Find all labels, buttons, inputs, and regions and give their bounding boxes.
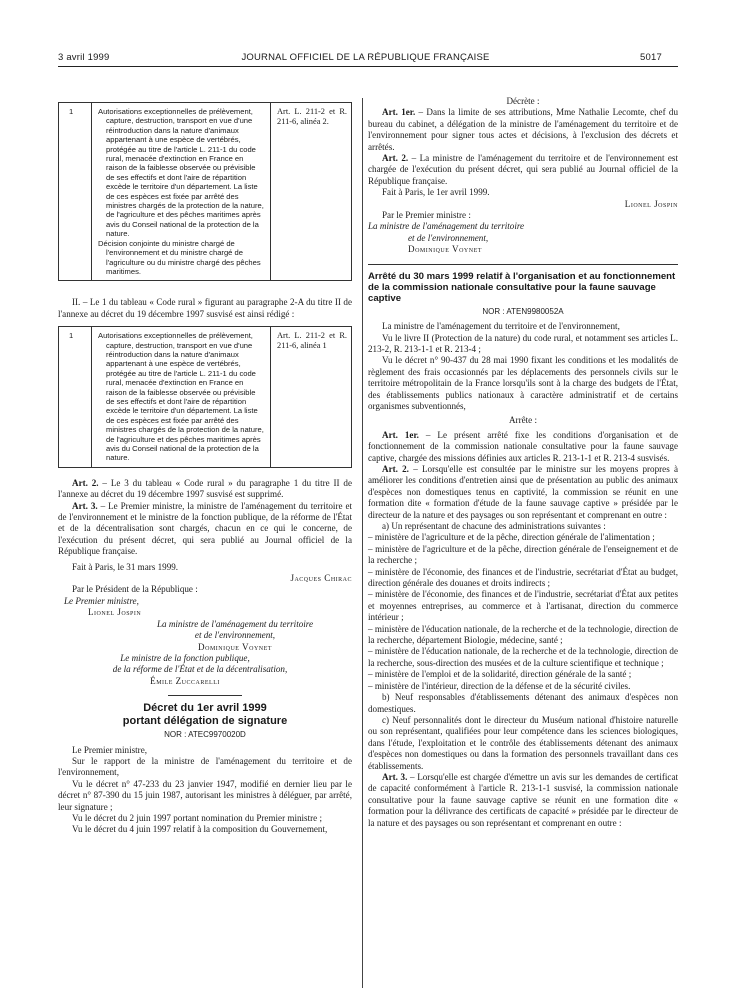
paragraph: Vu le décret n° 90-437 du 28 mai 1990 fixant les conditions et les modalités de règlement des frais occasionnés par les déplacements des personnels civils sur le territoire métropolitain de la France lorsqu'ils sont à la charge des budgets de l'État, des établissements publics nationaux à caractère administratif et de certains organismes subventionnés, <box>368 355 678 411</box>
table-row-number: 1 <box>69 107 74 116</box>
paragraph: b) Neuf responsables d'établissements détenant des animaux d'espèces non domestiques. <box>368 692 678 714</box>
list-item: – ministère de l'économie, des finances et de l'industrie, secrétariat d'État au budget, direction générale des douanes et droits indirects ; <box>368 566 678 589</box>
fait-a-paris: Fait à Paris, le 1er avril 1999. <box>382 187 490 198</box>
list-item: – ministère de l'éducation nationale, de la recherche et de la technologie, direction de la recherche, sous-direction des musées et de la culture scientifique et technique ; <box>368 646 678 668</box>
list-item: – ministère de l'agriculture et de la pêche, direction générale de l'enseignement et de la recherche ; <box>368 543 678 566</box>
table-text: Autorisations exceptionnelles de prélèvement, capture, destruction, transport en vue d'une réintroduction dans la nature d'animaux appartenant à une espèce de vertébrés, protégée au titre de l'article L. 211-1 du code rural, menacée d'extinction en France en raison de la faiblesse observée ou prévisible de ses effectifs et dont l'aire de répartition excède le territoire d'un département. La liste de ces espèces est fixée par arrêté des ministres chargés de la protection de la nature, de l'agriculture et des pêches maritimes après avis du Conseil national de la protection de la nature. <box>98 107 264 239</box>
header-page-number: 5017 <box>640 52 662 63</box>
article-1 <box>368 430 678 464</box>
table-cell-text <box>91 103 271 280</box>
signature-title: de la réforme de l'État et de la décentralisation, <box>112 664 288 675</box>
left-column <box>58 92 352 836</box>
article-2 <box>58 478 352 501</box>
arrete-nor: NOR : ATEN9980052A <box>482 306 564 316</box>
header-date: 3 avril 1999 <box>58 52 110 63</box>
divider <box>168 695 242 696</box>
list-item: – ministère de l'éducation nationale, de la recherche et de la technologie, direction de la recherche, département Biologie, médecine, santé ; <box>368 623 678 646</box>
signature-name: Émile Zuccarelli <box>150 675 220 686</box>
header-rule <box>58 66 678 67</box>
article-label: Art. 2. <box>72 477 99 488</box>
signature-title: Le Premier ministre, <box>64 595 139 606</box>
article-2 <box>368 464 678 521</box>
article-3 <box>368 772 678 829</box>
table-article: Art. L. 211-2 et R. 211-6, alinéa 2. <box>277 107 347 126</box>
decrete-heading: Décrète : <box>506 96 540 106</box>
signature-title: Le ministre de la fonction publique, <box>120 652 250 663</box>
signature-title: et de l'environnement, <box>194 630 276 641</box>
article-text: – Le 3 du tableau « Code rural » du paragraphe 1 du titre II de l'annexe au décret du 19 décembre 1997 susvisé est supprimé. <box>58 477 352 500</box>
article-1 <box>368 107 678 153</box>
signature-title: La ministre de l'aménagement du territoire <box>156 618 314 629</box>
article-label: Art. 3. <box>382 771 408 782</box>
signature-name: Jacques Chirac <box>290 573 352 584</box>
paragraph: Vu le livre II (Protection de la nature) du code rural, et notamment ses articles L. 213-2, R. 213-1-1 et R. 213-4 ; <box>368 332 678 354</box>
decret-nor: NOR : ATEC9970020D <box>164 730 246 740</box>
article-label: Art. 1er. <box>382 107 416 118</box>
table-code-rural-new <box>58 326 352 468</box>
article-text: – Le présent arrêté fixe les conditions d'organisation et de fonctionnement de la commission nationale consultative pour la faune sauvage captive, chargée des missions définies aux articles R. 213-1-1 et R. 213-4 susvisés. <box>368 429 678 463</box>
right-column <box>368 96 678 829</box>
article-text: – Lorsqu'elle est consultée par le ministre sur les moyens propres à améliorer les conditions d'entretien ainsi que de présentation au public des animaux d'espèces non domestiques tenus en captivité, la commission se réunit en une formation dite « formation d'étude de la faune sauvage captive » présidée par le directeur de la nature et des paysages ou son représentant et comprenant en outre : <box>368 463 679 520</box>
decret-title: portant délégation de signature <box>122 714 288 727</box>
paragraph: Le Premier ministre, <box>72 744 148 755</box>
article-label: Art. 2. <box>382 153 409 164</box>
table-cell-text <box>91 327 271 467</box>
signature-name: Dominique Voynet <box>408 244 482 255</box>
header-journal-title: JOURNAL OFFICIEL DE LA RÉPUBLIQUE FRANÇAISE <box>241 52 490 63</box>
article-text: – Le Premier ministre, la ministre de l'aménagement du territoire et de l'environnement et le ministre de la fonction publique, de la réforme de l'État et de la décentralisation sont chargés, chacun en ce qui le concerne, de l'exécution du présent décret, qui sera publié au Journal officiel de la République française. <box>58 500 353 557</box>
signature-title: La ministre de l'aménagement du territoire <box>368 221 525 232</box>
signature-line: Par le Premier ministre : <box>382 210 471 221</box>
signature-name: Lionel Jospin <box>624 198 678 209</box>
article-text: – La ministre de l'aménagement du territoire et de l'environnement est chargée de l'exécution du présent décret, qui sera publié au Journal officiel de la République française. <box>368 153 679 186</box>
article-label: Art. 1er. <box>382 429 419 440</box>
arrete-heading: Arrête : <box>508 415 538 426</box>
list-intro: a) Un représentant de chacune des administrations suivantes : <box>382 521 606 531</box>
article-2 <box>368 153 678 187</box>
table-text: Autorisations exceptionnelles de prélèvement, capture, destruction, transport en vue d'une réintroduction dans la nature d'animaux appartenant à une espèce de vertébrés, protégée au titre de l'article L. 211-1 du code rural, menacée d'extinction en France en raison de la faiblesse observée ou prévisible de ses effectifs et dont l'aire de répartition excède le territoire d'un département. La liste de ces espèces est fixée par arrêté des ministres chargés de la protection de la nature, de l'agriculture et des pêches maritimes après avis du Conseil national de la protection de la nature. <box>98 331 264 463</box>
table-code-rural-old <box>58 102 352 281</box>
article-text: – Lorsqu'elle est chargée d'émettre un avis sur les demandes de certificat de capacité conformément à l'article R. 213-1-1 susvisé, la commission nationale consultative pour la faune sauvage captive se réunit en une formation dite « formation pour la délivrance des certificats de capacité » présidée par le directeur de la nature et des paysages ou son représentant et comprenant en outre : <box>368 771 679 828</box>
decret-title: Décret du 1er avril 1999 <box>143 702 267 715</box>
table-row-number: 1 <box>69 331 74 341</box>
article-label: Art. 3. <box>72 500 98 511</box>
signature-name: Lionel Jospin <box>88 607 142 618</box>
column-divider <box>362 98 363 988</box>
paragraph: Vu le décret du 4 juin 1997 relatif à la composition du Gouvernement, <box>72 824 328 835</box>
paragraph: Sur le rapport de la ministre de l'aménagement du territoire et de l'environnement, <box>58 755 352 778</box>
paragraph: Vu le décret du 2 juin 1997 portant nomination du Premier ministre ; <box>72 812 322 823</box>
signature-title: et de l'environnement, <box>408 232 489 243</box>
list-item: – ministère de l'économie, des finances et de l'industrie, secrétariat d'État aux petites et moyennes entreprises, au commerce et à l'artisanat, direction du commerce intérieur ; <box>368 589 678 623</box>
article-label: Art. 2. <box>382 463 409 474</box>
list-item: – ministère de l'agriculture et de la pêche, direction générale de l'alimentation ; <box>368 532 655 543</box>
signature-line: Par le Président de la République : <box>72 584 198 595</box>
list-item: – ministère de l'intérieur, direction de la défense et de la sécurité civiles. <box>368 680 631 691</box>
paragraph: La ministre de l'aménagement du territoire et de l'environnement, <box>382 321 620 332</box>
article-3 <box>58 501 352 558</box>
article-text: – Dans la limite de ses attributions, Mme Nathalie Lecomte, chef du bureau du cabinet, a délégation de la ministre de l'aménagement du territoire et de l'environnement pour signer tous actes et décisions, à l'exclusion des décrets et arrêtés. <box>368 107 678 152</box>
signature-name: Dominique Voynet <box>198 641 272 652</box>
table-text: Décision conjointe du ministre chargé de l'environnement et du ministre chargé de l'agriculture ou du ministre chargé des pêches maritimes. <box>98 238 261 276</box>
administrations-list <box>368 532 678 692</box>
paragraph: c) Neuf personnalités dont le directeur du Muséum national d'histoire naturelle ou son représentant, qualifiées pour leur compétence dans les sciences biologiques, dans l'étude, l'exploitation et le contrôle des établissements détenant des animaux d'espèces non domestiques ou dans la formation des personnels travaillant dans ces établissements. <box>368 714 678 771</box>
paragraph: Vu le décret n° 47-233 du 23 janvier 1947, modifié en dernier lieu par le décret n° 87-390 du 15 juin 1987, autorisant les ministres à déléguer, par arrêté, leur signature ; <box>58 778 352 812</box>
arrete-title: Arrêté du 30 mars 1999 relatif à l'organisation et au fonctionnement de la commission nationale consultative pour la faune sauvage captive <box>368 270 676 304</box>
table-article: Art. L. 211-2 et R. 211-6, alinéa 1 <box>277 331 347 351</box>
paragraph: II. – Le 1 du tableau « Code rural » figurant au paragraphe 2-A du titre II de l'annexe au décret du 19 décembre 1997 susvisé est ainsi rédigé : <box>58 297 352 319</box>
list-item: – ministère de l'emploi et de la solidarité, direction générale de la santé ; <box>368 669 632 680</box>
fait-a-paris: Fait à Paris, le 31 mars 1999. <box>72 561 179 572</box>
divider <box>368 264 678 265</box>
